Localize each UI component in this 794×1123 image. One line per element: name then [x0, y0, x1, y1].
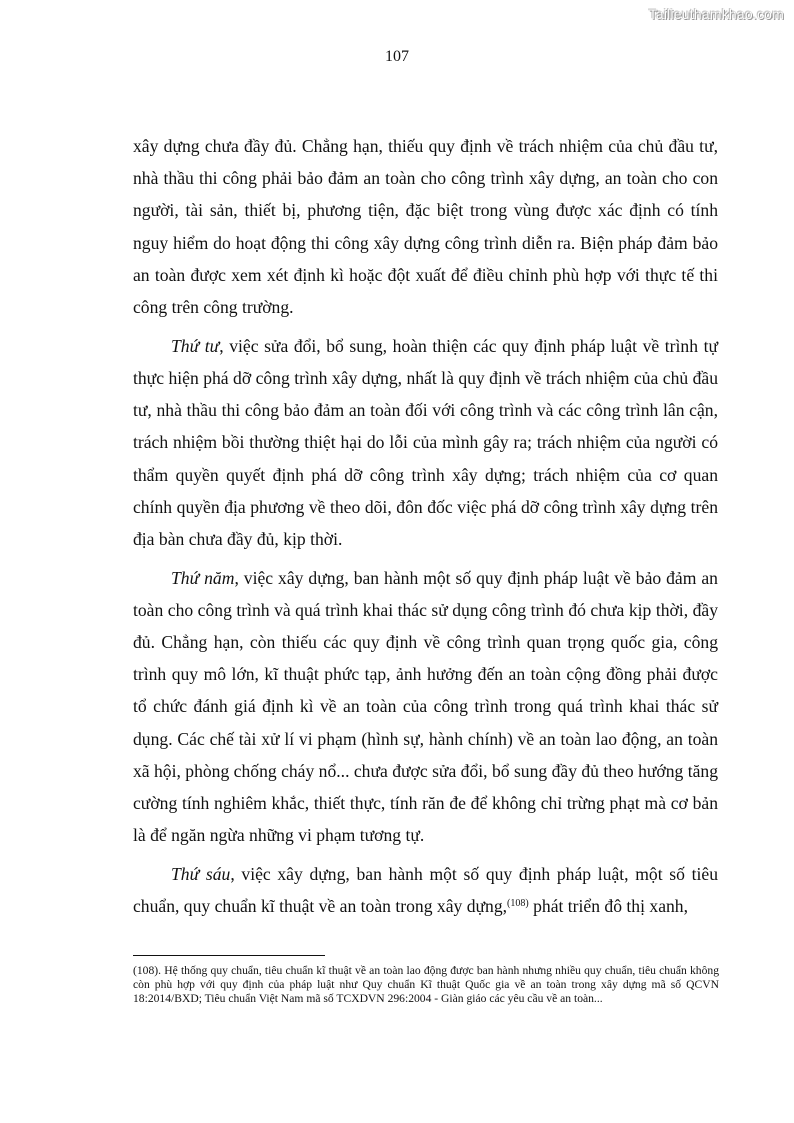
paragraph-lead: Thứ sáu — [171, 863, 231, 884]
paragraph-text: xây dựng chưa đầy đủ. Chẳng hạn, thiếu quy định về trách nhiệm của chủ đầu tư, nhà thầu thi công phải bảo đảm an toàn cho công trình xây dựng, an toàn cho con người, tài sản, thiết bị, phương tiện, đặc biệt trong vùng được xác định có tính nguy hiểm do hoạt động thi công xây dựng công trình diễn ra. Biện pháp đảm bảo an toàn được xem xét định kì hoặc đột xuất để điều chỉnh phù hợp với thực tế thi công trên công trường. — [133, 136, 718, 318]
paragraph-lead: Thứ tư — [171, 335, 220, 356]
footnote-reference[interactable]: (108) — [507, 898, 529, 910]
footnote-divider — [133, 955, 325, 956]
body-text — [133, 130, 718, 929]
paragraph-text: , việc sửa đổi, bổ sung, hoàn thiện các quy định pháp luật về trình tự thực hiện phá dỡ công trình xây dựng, nhất là quy định về trách nhiệm của chủ đầu tư, nhà thầu thi công bảo đảm an toàn đối với công trình và các công trình lân cận, trách nhiệm bồi thường thiệt hại do lỗi của mình gây ra; trách nhiệm của người có thẩm quyền quyết định phá dỡ công trình xây dựng; trách nhiệm của cơ quan chính quyền địa phương về theo dõi, đôn đốc việc phá dỡ công trình xây dựng trên địa bàn chưa đầy đủ, kịp thời. — [133, 335, 719, 549]
page-number: 107 — [385, 48, 409, 65]
paragraph-thu-nam — [133, 562, 718, 852]
paragraph-continuation — [133, 130, 718, 323]
watermark: Tailieuthamkhao.com — [648, 6, 784, 22]
footnote-108: (108). Hệ thống quy chuẩn, tiêu chuẩn kĩ thuật về an toàn lao động được ban hành nhưng nhiều quy chuẩn, tiêu chuẩn không còn phù hợp với quy định của pháp luật như Quy chuẩn Kĩ thuật Quốc gia về an toàn trong xây dựng mã số QCVN 18:2014/BXD; Tiêu chuẩn Việt Nam mã số TCXDVN 296:2004 - Giàn giáo các yêu cầu về an toàn... — [133, 964, 719, 1006]
paragraph-thu-sau — [133, 858, 718, 922]
paragraph-text: , việc xây dựng, ban hành một số quy định pháp luật về bảo đảm an toàn cho công trình và quá trình khai thác sử dụng công trình đó chưa kịp thời, đầy đủ. Chẳng hạn, còn thiếu các quy định về công trình quan trọng quốc gia, công trình quy mô lớn, kĩ thuật phức tạp, ảnh hưởng đến an toàn cộng đồng phải được tổ chức đánh giá định kì về an toàn của công trình trong quá trình khai thác sử dụng. Các chế tài xử lí vi phạm (hình sự, hành chính) về an toàn lao động, an toàn xã hội, phòng chống cháy nổ... chưa được sửa đổi, bổ sung đầy đủ theo hướng tăng cường tính nghiêm khắc, thiết thực, tính răn đe để không chỉ trừng phạt mà cơ bản là để ngăn ngừa những vi phạm tương tự. — [133, 567, 718, 846]
paragraph-text: , việc xây dựng, ban hành một số quy định pháp luật, một số tiêu chuẩn, quy chuẩn kĩ thuật về an toàn trong xây dựng, — [133, 863, 718, 917]
paragraph-thu-tu — [133, 330, 718, 555]
paragraph-text-after: phát triển đô thị xanh, — [528, 896, 688, 917]
paragraph-lead: Thứ năm — [171, 567, 235, 588]
